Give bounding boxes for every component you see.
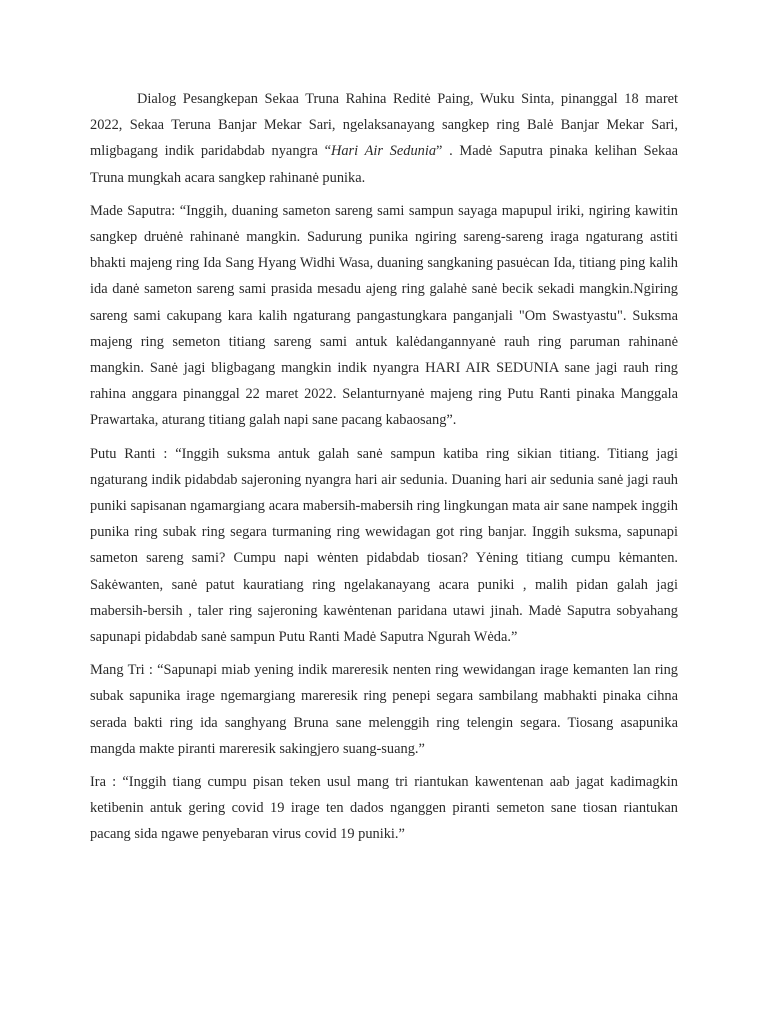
dialog-paragraph-made-saputra: Made Saputra: “Inggih, duaning sameton sareng sami sampun sayaga mapupul iriki, ngiring kawitin sangkep druėnė rahinanė mangkin. Sadurung punika ngiring sareng-sareng iraga ngaturang astiti bhakti majeng ring Ida Sang Hyang Widhi Wasa, duaning sangkaning pasuėcan Ida, titiang ping kalih ida danė sameton sareng sami prasida mesadu ajeng ring galahė sanė becik sekadi mangkin.Ngiring sareng sami cakupang kara kalih ngaturang pangastungkara panganjali "Om Swastyastu". Suksma majeng ring semeton titiang sareng sami antuk kalėdangannyanė rauh ring paruman rahinanė mangkin. Sanė jagi bligbagang mangkin indik nyangra HARI AIR SEDUNIA sane jagi rauh ring rahina anggara pinanggal 22 maret 2022. Selanturnyanė majeng ring Putu Ranti pinaka Manggala Prawartaka, aturang titiang galah napi sane pacang kabaosang”. <box>90 202 678 429</box>
document-page <box>90 86 678 855</box>
intro-text: Dialog Pesangkepan Sekaa Truna Rahina Reditė Paing, Wuku Sinta, pinanggal 18 maret 2022, Sekaa Teruna Banjar Mekar Sari, ngelaksanayang sangkep ring Balė Banjar Mekar Sari, mligbagang indik paridabdab nyangra “ <box>90 91 678 160</box>
event-name-emphasis: Hari Air Sedunia <box>330 143 437 160</box>
dialog-paragraph-mang-tri: Mang Tri : “Sapunapi miab yening indik mareresik nenten ring wewidangan irage kemanten lan ring subak sapunika irage ngemargiang mareresik ring penepi segara sambilang mabhakti pinaka cihna serada bakti ring ida sanghyang Bruna sane melenggih ring telengin segara. Tiosang asapunika mangda makte piranti mareresik sakingjero suang-suang.” <box>90 662 678 757</box>
dialog-paragraph-putu-ranti: Putu Ranti : “Inggih suksma antuk galah sanė sampun katiba ring sikian titiang. Titiang jagi ngaturang indik pidabdab sajeroning nyangra hari air sedunia. Duaning hari air sedunia sanė jagi rauh puniki sapisanan ngamargiang acara mabersih-mabersih ring lingkungan mata air sane nampek inggih punika ring subak ring segara turmaning ring wewidagan got ring banjar. Inggih suksma, sapunapi sameton sareng sami? Cumpu napi wėnten pidabdab tiosan? Yėning titiang cumpu kėmanten. Sakėwanten, sanė patut kauratiang ring ngelakanayang acara puniki , malih pidan galah jagi mabersih-bersih , taler ring sajeroning kawėntenan paridana utawi jinah. Madė Saputra sobyahang sapunapi pidabdab sanė sampun Putu Ranti Madė Saputra Ngurah Wėda.” <box>90 445 678 646</box>
dialog-paragraph-ira: Ira : “Inggih tiang cumpu pisan teken usul mang tri riantukan kawentenan aab jagat kadimagkin ketibenin antuk gering covid 19 irage ten dados nganggen piranti semeton sane tiosan riantukan pacang sida ngawe penyebaran virus covid 19 puniki.” <box>90 774 678 843</box>
intro-text-continued: ” . Madė Saputra pinaka kelihan Sekaa Truna mungkah acara sangkep rahinanė punika. <box>90 143 679 186</box>
intro-paragraph <box>90 86 678 191</box>
